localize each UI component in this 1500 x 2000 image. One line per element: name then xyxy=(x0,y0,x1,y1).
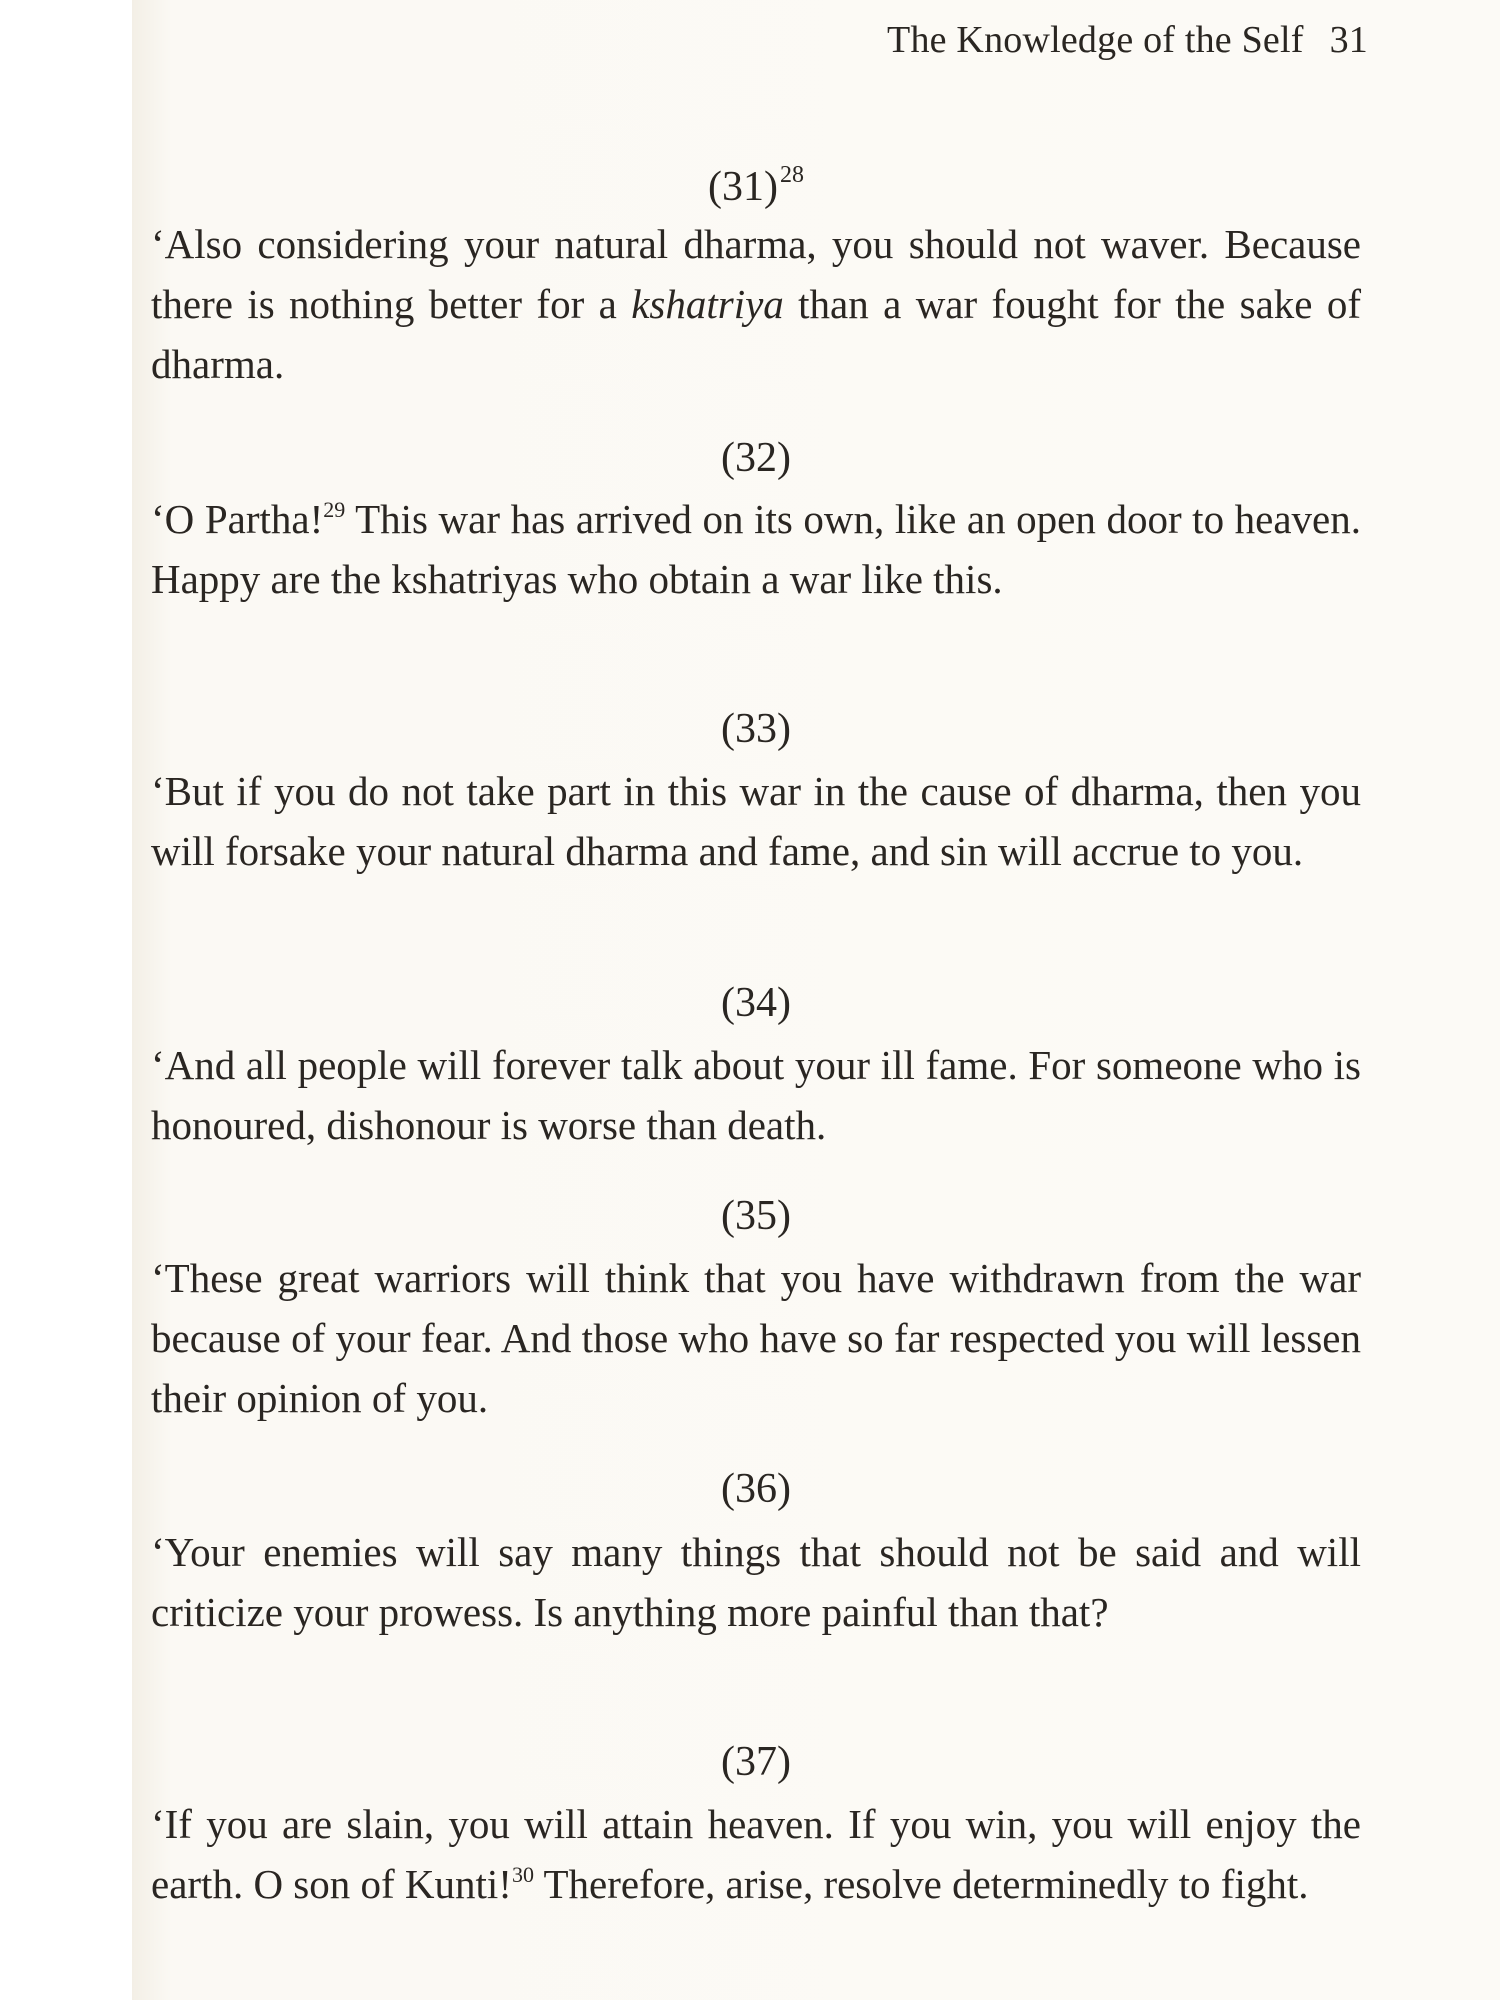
verse-text-34: ‘And all people will forever talk about your ill fame. For someone who is honoured, dishonour is worse than death. xyxy=(151,1042,1361,1148)
verse-number-33: (33) xyxy=(721,706,791,752)
running-head xyxy=(887,18,1368,62)
verse-number-35: (35) xyxy=(721,1193,791,1239)
verse-text-33: ‘But if you do not take part in this war in the cause of dharma, then you will forsake your natural dharma and fame, and sin will accrue to you. xyxy=(151,768,1361,874)
footnote-ref-29: 29 xyxy=(323,497,346,522)
footnote-ref-28: 28 xyxy=(779,162,804,188)
verse-text-31: ‘Also considering your natural dharma, you should not waver. Because there is nothing better for a kshatriya than a war fought for the sake of dharma. xyxy=(151,221,1361,387)
chapter-title: The Knowledge of the Self xyxy=(887,19,1304,61)
italic-term: kshatriya xyxy=(631,281,784,327)
verse-text-35: ‘These great warriors will think that you have withdrawn from the war because of your fear. And those who have so far respected you will lessen their opinion of you. xyxy=(151,1255,1361,1421)
verse-number-31: $(31)^{28}$ xyxy=(708,162,804,210)
page-number: 31 xyxy=(1329,19,1368,61)
verse-number-37: (37) xyxy=(721,1739,791,1785)
verse-number-34: (34) xyxy=(721,980,791,1026)
footnote-ref-30: 30 xyxy=(511,1862,534,1887)
verse-number-32: (32) xyxy=(721,435,791,481)
verse-text-37: ‘If you are slain, you will attain heaven. If you win, you will enjoy the earth. O son of Kunti!$^{30}$ Therefore, arise, resolve determinedly to fight. xyxy=(151,1801,1361,1907)
verse-text-32: ‘O Partha!$^{29}$ This war has arrived on its own, like an open door to heaven. Happy are the kshatriyas who obtain a war like this. xyxy=(151,496,1361,602)
verse-text-36: ‘Your enemies will say many things that should not be said and will criticize your prowess. Is anything more painful than that? xyxy=(151,1529,1361,1635)
verse-number-36: (36) xyxy=(721,1466,791,1512)
